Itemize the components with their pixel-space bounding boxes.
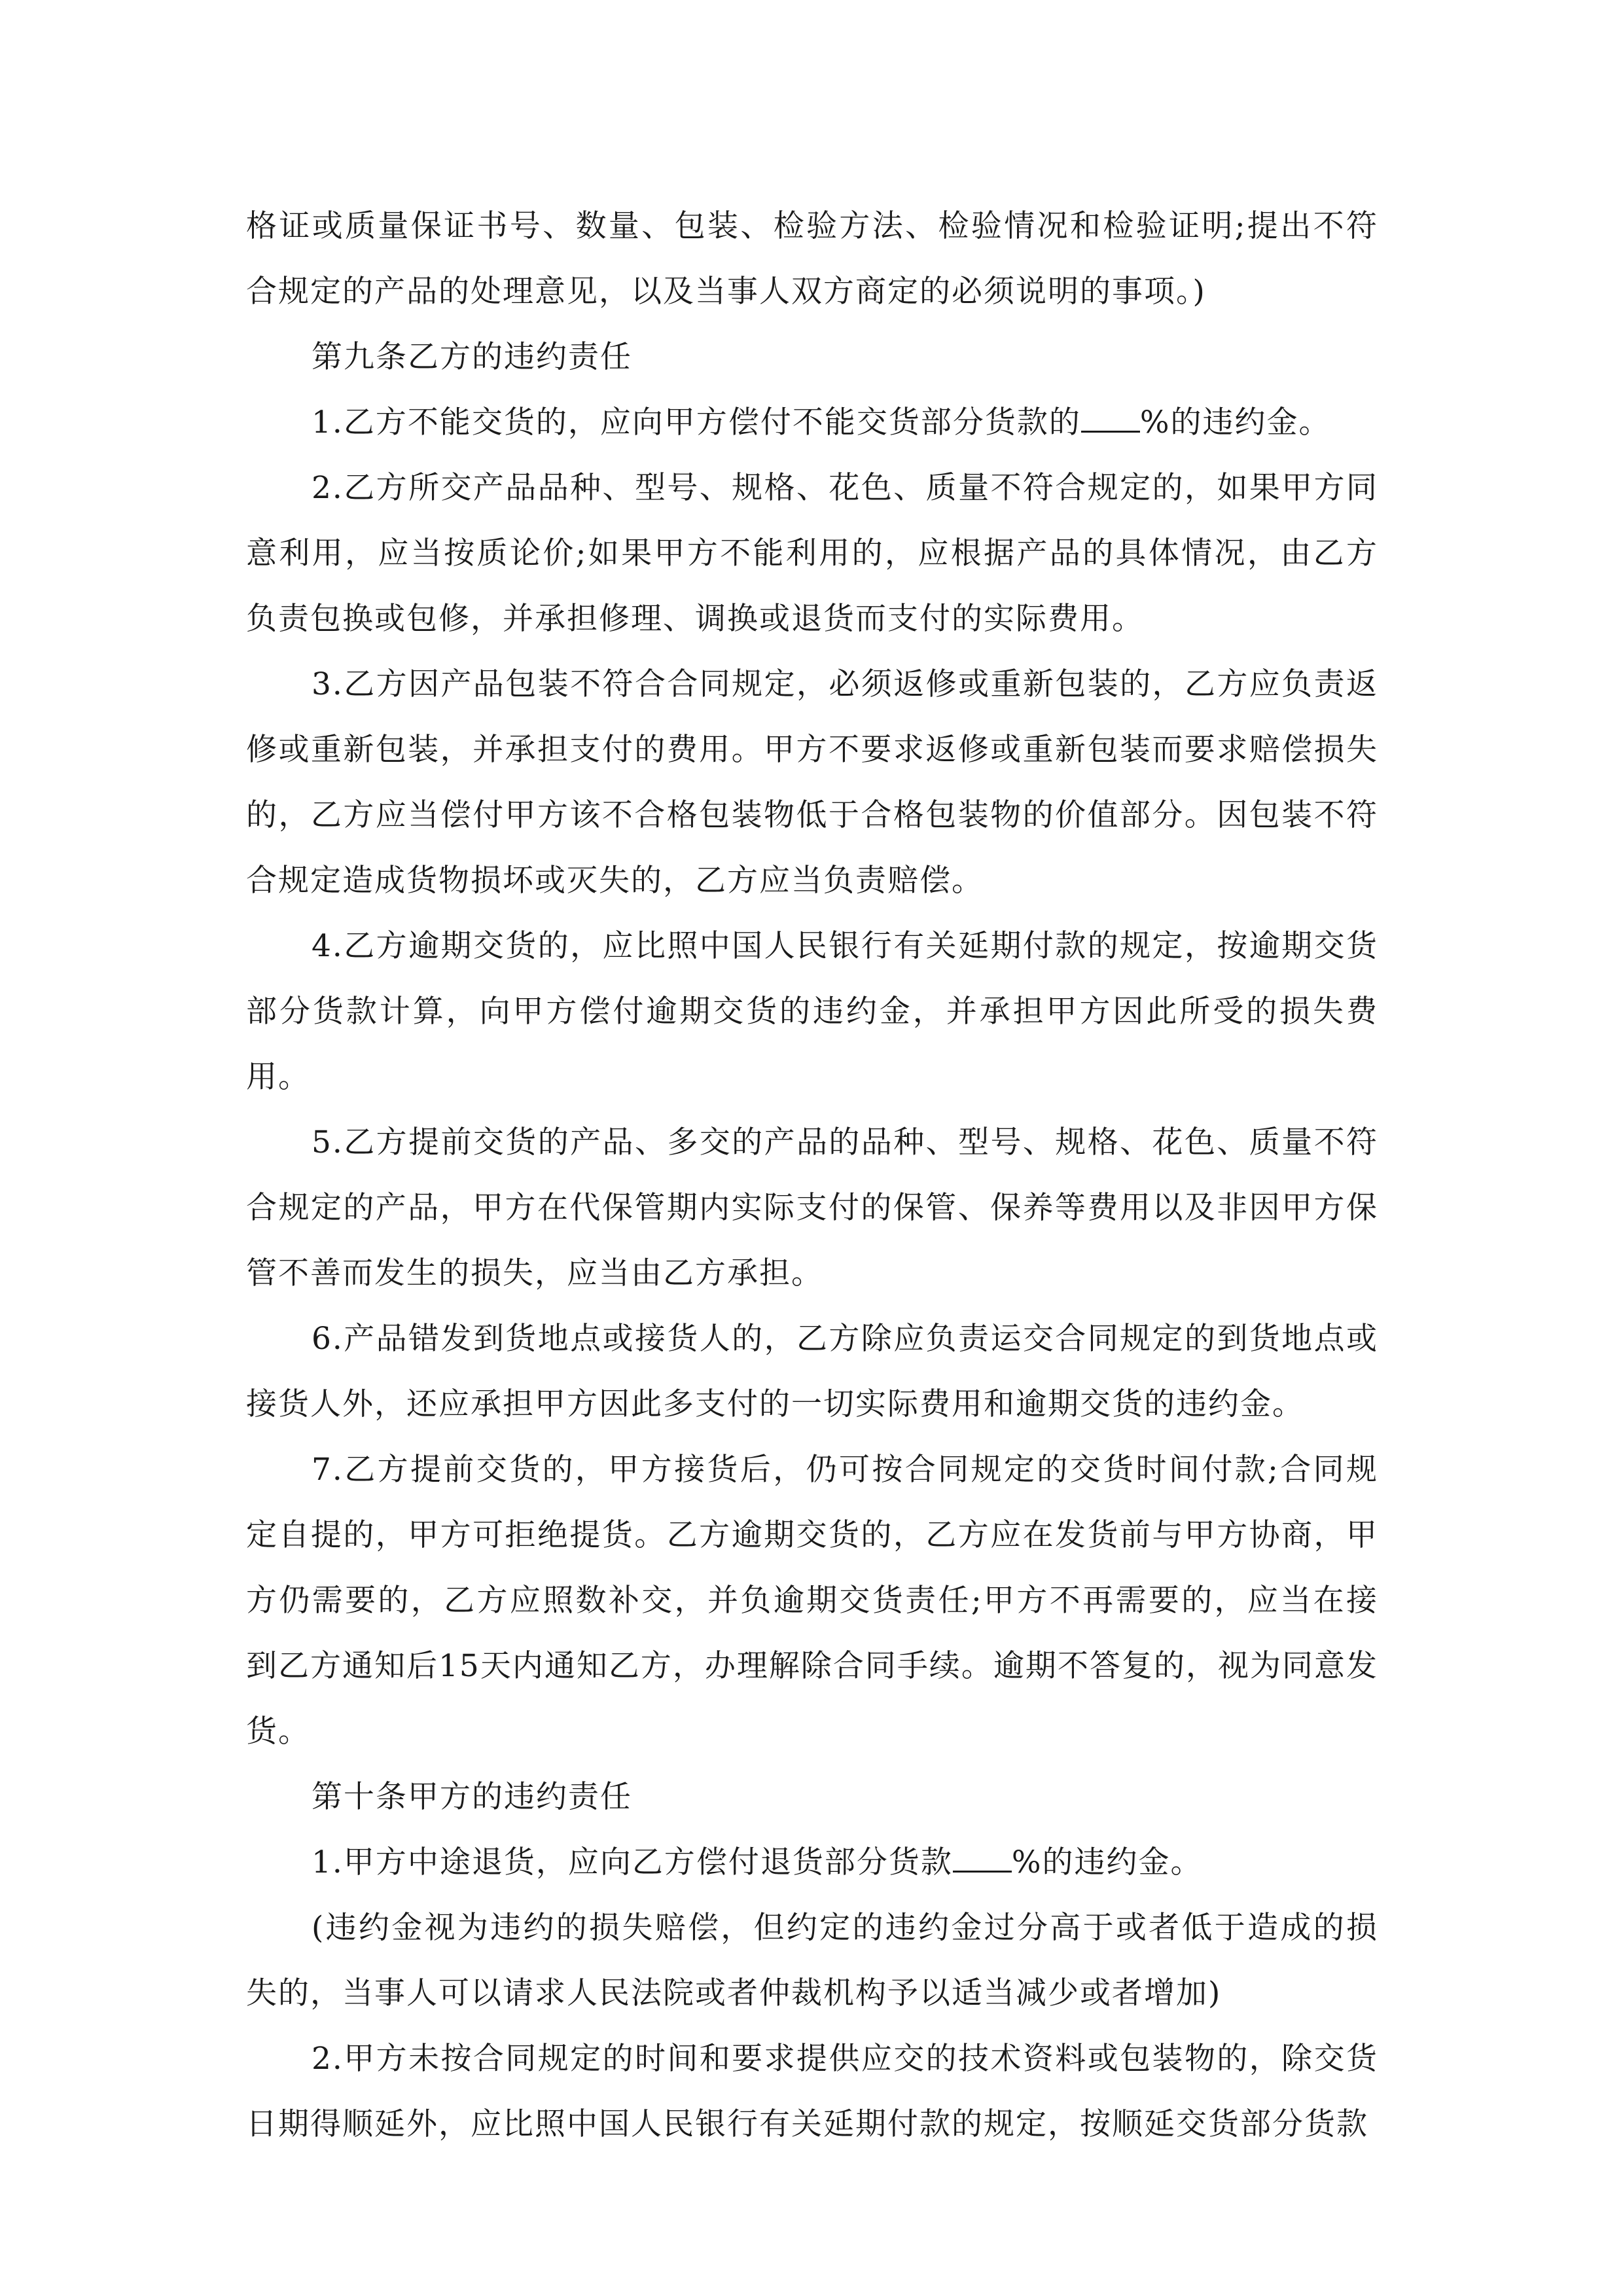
clause-10-1-text-after: %的违约金。 bbox=[1011, 1844, 1203, 1880]
article-9-heading: 第九条乙方的违约责任 bbox=[312, 339, 632, 375]
clause-9-3: 3.乙方因产品包装不符合合同规定，必须返修或重新包装的，乙方应负责返修或重新包装，并承担支付的费用。甲方不要求返修或重新包装而要求赔偿损失的，乙方应当偿付甲方该不合格包装物低于合格包装物的价值部分。因包装不符合规定造成货物损坏或灭失的，乙方应当负责赔偿。 bbox=[246, 666, 1378, 899]
clause-9-1-text-after: %的违约金。 bbox=[1139, 404, 1331, 440]
clause-10-1-text-before: 1.甲方中途退货，应向乙方偿付退货部分货款 bbox=[312, 1844, 953, 1880]
percentage-blank bbox=[953, 1844, 1012, 1873]
clause-9-1 bbox=[246, 390, 1378, 456]
paragraph-continuation: 格证或质量保证书号、数量、包装、检验方法、检验情况和检验证明;提出不符合规定的产品的处理意见，以及当事人双方商定的必须说明的事项。) bbox=[246, 208, 1378, 310]
clause-9-6: 6.产品错发到货地点或接货人的，乙方除应负责运交合同规定的到货地点或接货人外，还应承担甲方因此多支付的一切实际费用和逾期交货的违约金。 bbox=[246, 1321, 1378, 1422]
liquidated-damages-note: (违约金视为违约的损失赔偿，但约定的违约金过分高于或者低于造成的损失的，当事人可以请求人民法院或者仲裁机构予以适当减少或者增加) bbox=[246, 1910, 1378, 2011]
clause-9-2: 2.乙方所交产品品种、型号、规格、花色、质量不符合规定的，如果甲方同意利用，应当按质论价;如果甲方不能利用的，应根据产品的具体情况，由乙方负责包换或包修，并承担修理、调换或退货而支付的实际费用。 bbox=[246, 470, 1378, 637]
article-10-heading: 第十条甲方的违约责任 bbox=[312, 1779, 632, 1815]
clause-9-5: 5.乙方提前交货的产品、多交的产品的品种、型号、规格、花色、质量不符合规定的产品，甲方在代保管期内实际支付的保管、保养等费用以及非因甲方保管不善而发生的损失，应当由乙方承担。 bbox=[246, 1124, 1378, 1291]
clause-10-2: 2.甲方未按合同规定的时间和要求提供应交的技术资料或包装物的，除交货日期得顺延外，应比照中国人民银行有关延期付款的规定，按顺延交货部分货款 bbox=[246, 2041, 1378, 2142]
clause-9-4: 4.乙方逾期交货的，应比照中国人民银行有关延期付款的规定，按逾期交货部分货款计算，向甲方偿付逾期交货的违约金，并承担甲方因此所受的损失费用。 bbox=[246, 928, 1378, 1095]
clause-9-7: 7.乙方提前交货的，甲方接货后，仍可按合同规定的交货时间付款;合同规定自提的，甲方可拒绝提货。乙方逾期交货的，乙方应在发货前与甲方协商，甲方仍需要的，乙方应照数补交，并负逾期交货责任;甲方不再需要的，应当在接到乙方通知后15天内通知乙方，办理解除合同手续。逾期不答复的，视为同意发货。 bbox=[246, 1452, 1378, 1749]
percentage-blank bbox=[1081, 404, 1140, 433]
document-page bbox=[246, 194, 1378, 2157]
clause-10-1 bbox=[246, 1830, 1378, 1895]
clause-9-1-text-before: 1.乙方不能交货的，应向甲方偿付不能交货部分货款的 bbox=[312, 404, 1081, 440]
